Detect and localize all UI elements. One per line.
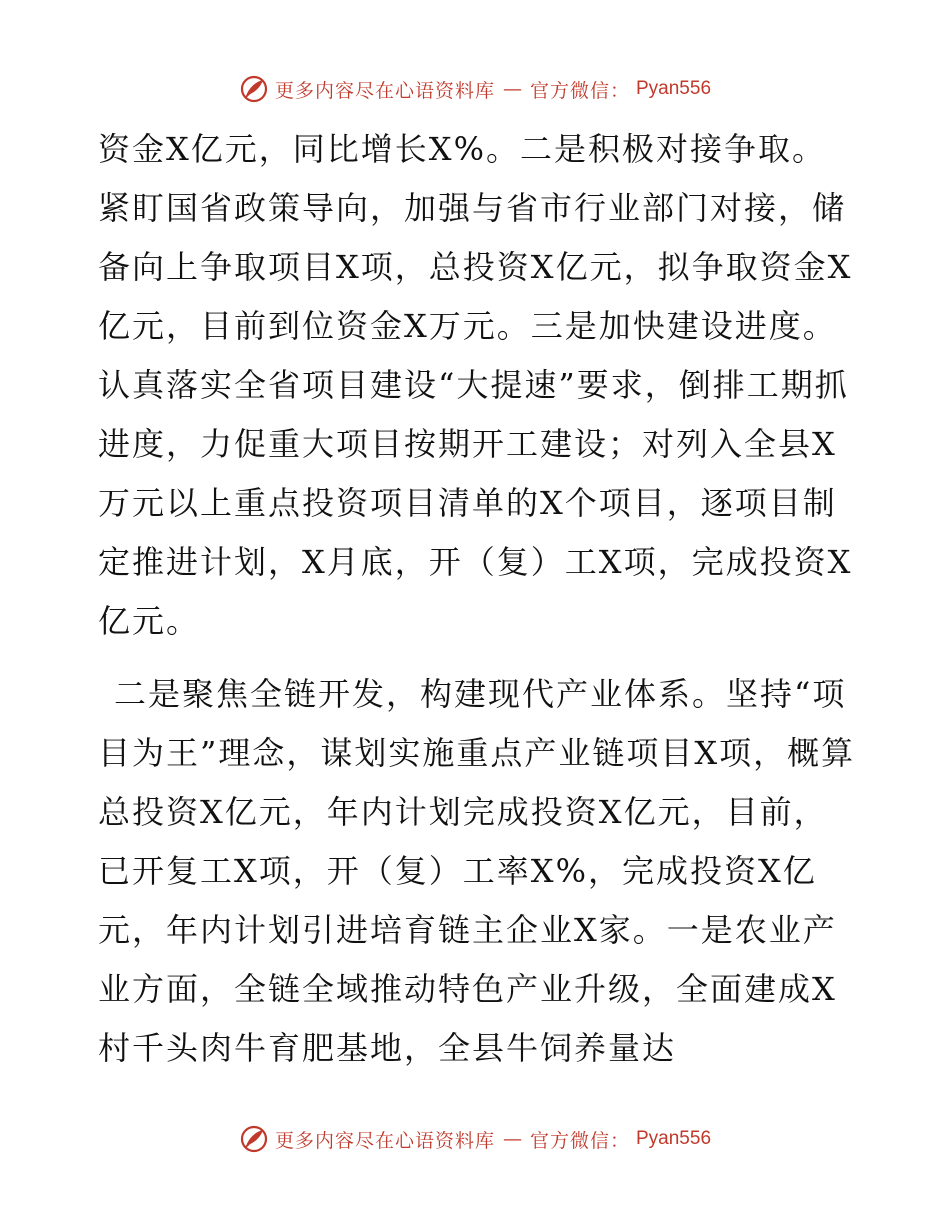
watermark-label: 官方微信： bbox=[529, 79, 630, 102]
watermark-site-name: 更多内容尽在心语资料库 bbox=[274, 79, 495, 102]
feather-pen-logo-icon bbox=[239, 1124, 269, 1154]
body-paragraph: 二是聚焦全链开发，构建现代产业体系。坚持“项目为王”理念，谋划实施重点产业链项目X项，概算总投资X亿元，年内计划完成投资X亿元，目前，已开复工X项，开（复）工率X%，完成投资X亿元，年内计划引进培育链主企业X家。一是农业产业方面，全链全域推动特色产业升级，全面建成X村千头肉牛育肥基地，全县牛饲养量达 bbox=[98, 675, 856, 1067]
watermark-wechat-id: Pyan556 bbox=[636, 1128, 712, 1149]
watermark-separator: — bbox=[502, 78, 522, 100]
document-body bbox=[98, 120, 858, 1078]
watermark-separator: — bbox=[502, 1128, 522, 1150]
footer-watermark bbox=[0, 1124, 950, 1154]
watermark-label: 官方微信： bbox=[529, 1129, 630, 1152]
watermark-site-name: 更多内容尽在心语资料库 bbox=[274, 1129, 495, 1152]
feather-pen-logo-icon bbox=[239, 74, 269, 104]
watermark-wechat-id: Pyan556 bbox=[636, 78, 712, 99]
body-paragraph: 资金X亿元，同比增长X%。二是积极对接争取。紧盯国省政策导向，加强与省市行业部门对接，储备向上争取项目X项，总投资X亿元，拟争取资金X亿元，目前到位资金X万元。三是加快建设进度。认真落实全省项目建设“大提速”要求，倒排工期抓进度，力促重大项目按期开工建设；对列入全县X万元以上重点投资项目清单的X个项目，逐项目制定推进计划，X月底，开（复）工X项，完成投资X亿元。 bbox=[98, 130, 853, 640]
header-watermark bbox=[0, 74, 950, 104]
